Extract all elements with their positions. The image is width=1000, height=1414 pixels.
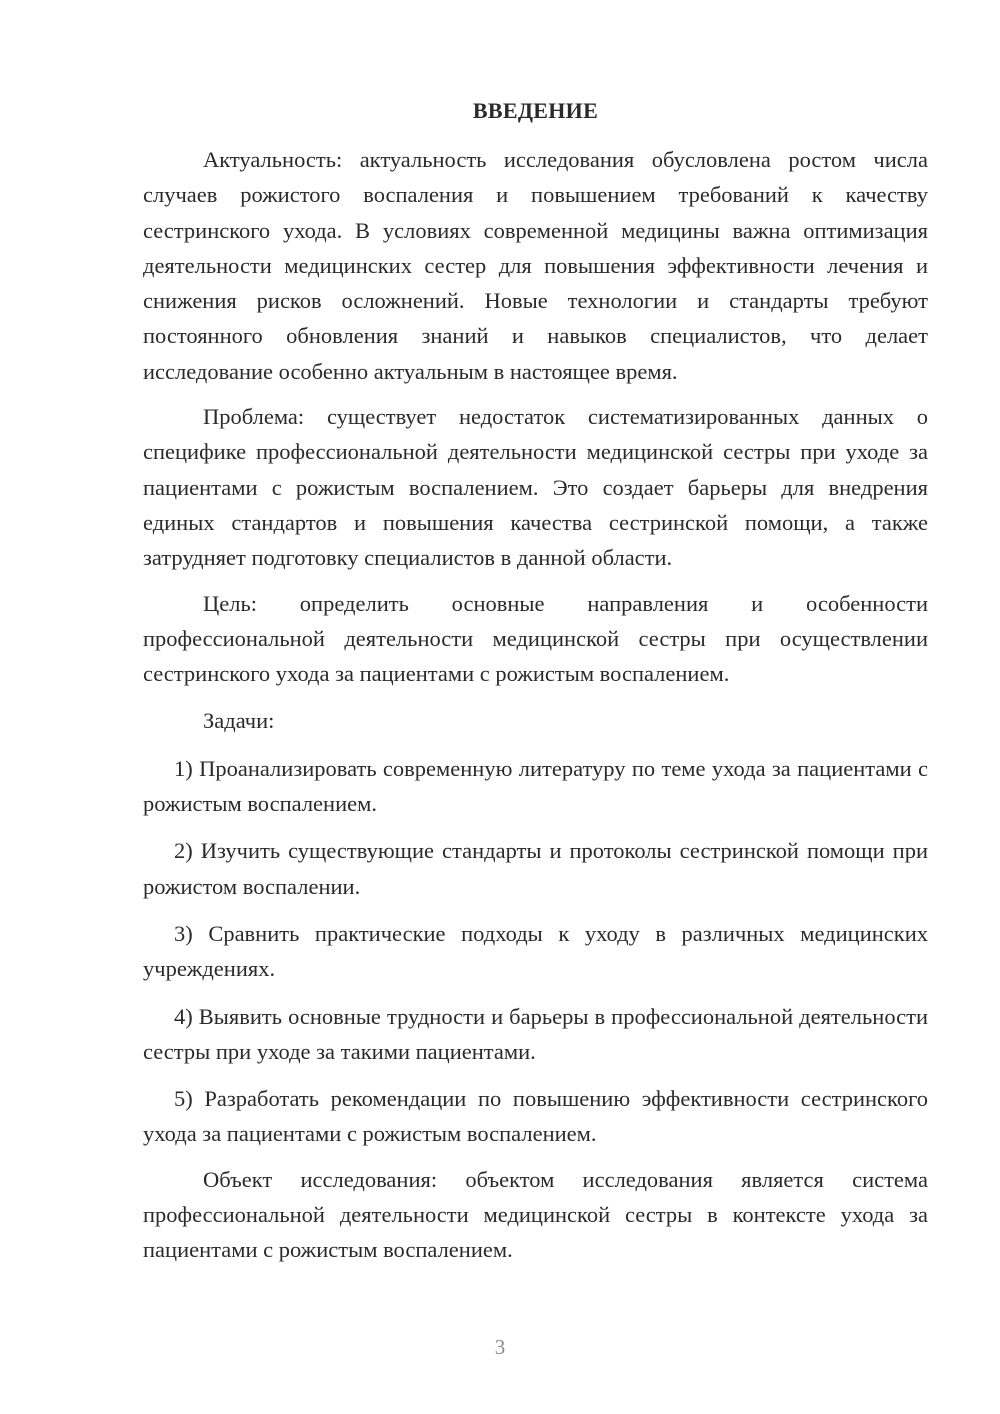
task-item: 4) Выявить основные трудности и барьеры в профессиональной деятельности сестры при уходе за такими пациентами. — [143, 1003, 928, 1064]
tasks-label: Задачи: — [203, 708, 275, 734]
task-item: 3) Сравнить практические подходы к уходу в различных медицинских учреждениях. — [143, 920, 928, 982]
task-item: 5) Разработать рекомендации по повышению эффективности сестринского ухода за пациентами с рожистым воспалением. — [143, 1086, 928, 1147]
document-body — [143, 142, 928, 1268]
task-item: 2) Изучить существующие стандарты и протоколы сестринской помощи при рожистом воспалении. — [143, 838, 928, 899]
relevance-paragraph: Актуальность: актуальность исследования обусловлена ростом числа случаев рожистого воспаления и повышением требований к качеству сестринского ухода. В условиях современной медицины важна оптимизация деятельности медицинских сестер для повышения эффективности лечения и снижения рисков осложнений. Новые технологии и стандарты требуют постоянного обновления знаний и навыков специалистов, что делает исследование особенно актуальным в настоящее время. — [143, 147, 928, 384]
tasks-list — [143, 751, 928, 1152]
page-title: ВВЕДЕНИЕ — [472, 98, 599, 123]
problem-paragraph: Проблема: существует недостаток систематизированных данных о специфике профессиональной деятельности медицинской сестры при уходе за пациентами с рожистым воспалением. Это создает барьеры для внедрения единых стандартов и повышения качества сестринской помощи, а также затрудняет подготовку специалистов в данной области. — [143, 404, 928, 571]
object-paragraph: Объект исследования: объектом исследования является система профессиональной деятельности медицинской сестры в контексте ухода за пациентами с рожистым воспалением. — [143, 1166, 928, 1263]
task-item: 1) Проанализировать современную литературу по теме ухода за пациентами с рожистым воспалением. — [143, 755, 928, 817]
page-number: 3 — [494, 1335, 506, 1359]
goal-paragraph: Цель: определить основные направления и особенности профессиональной деятельности медицинской сестры при осуществлении сестринского ухода за пациентами с рожистым воспалением. — [143, 590, 928, 687]
